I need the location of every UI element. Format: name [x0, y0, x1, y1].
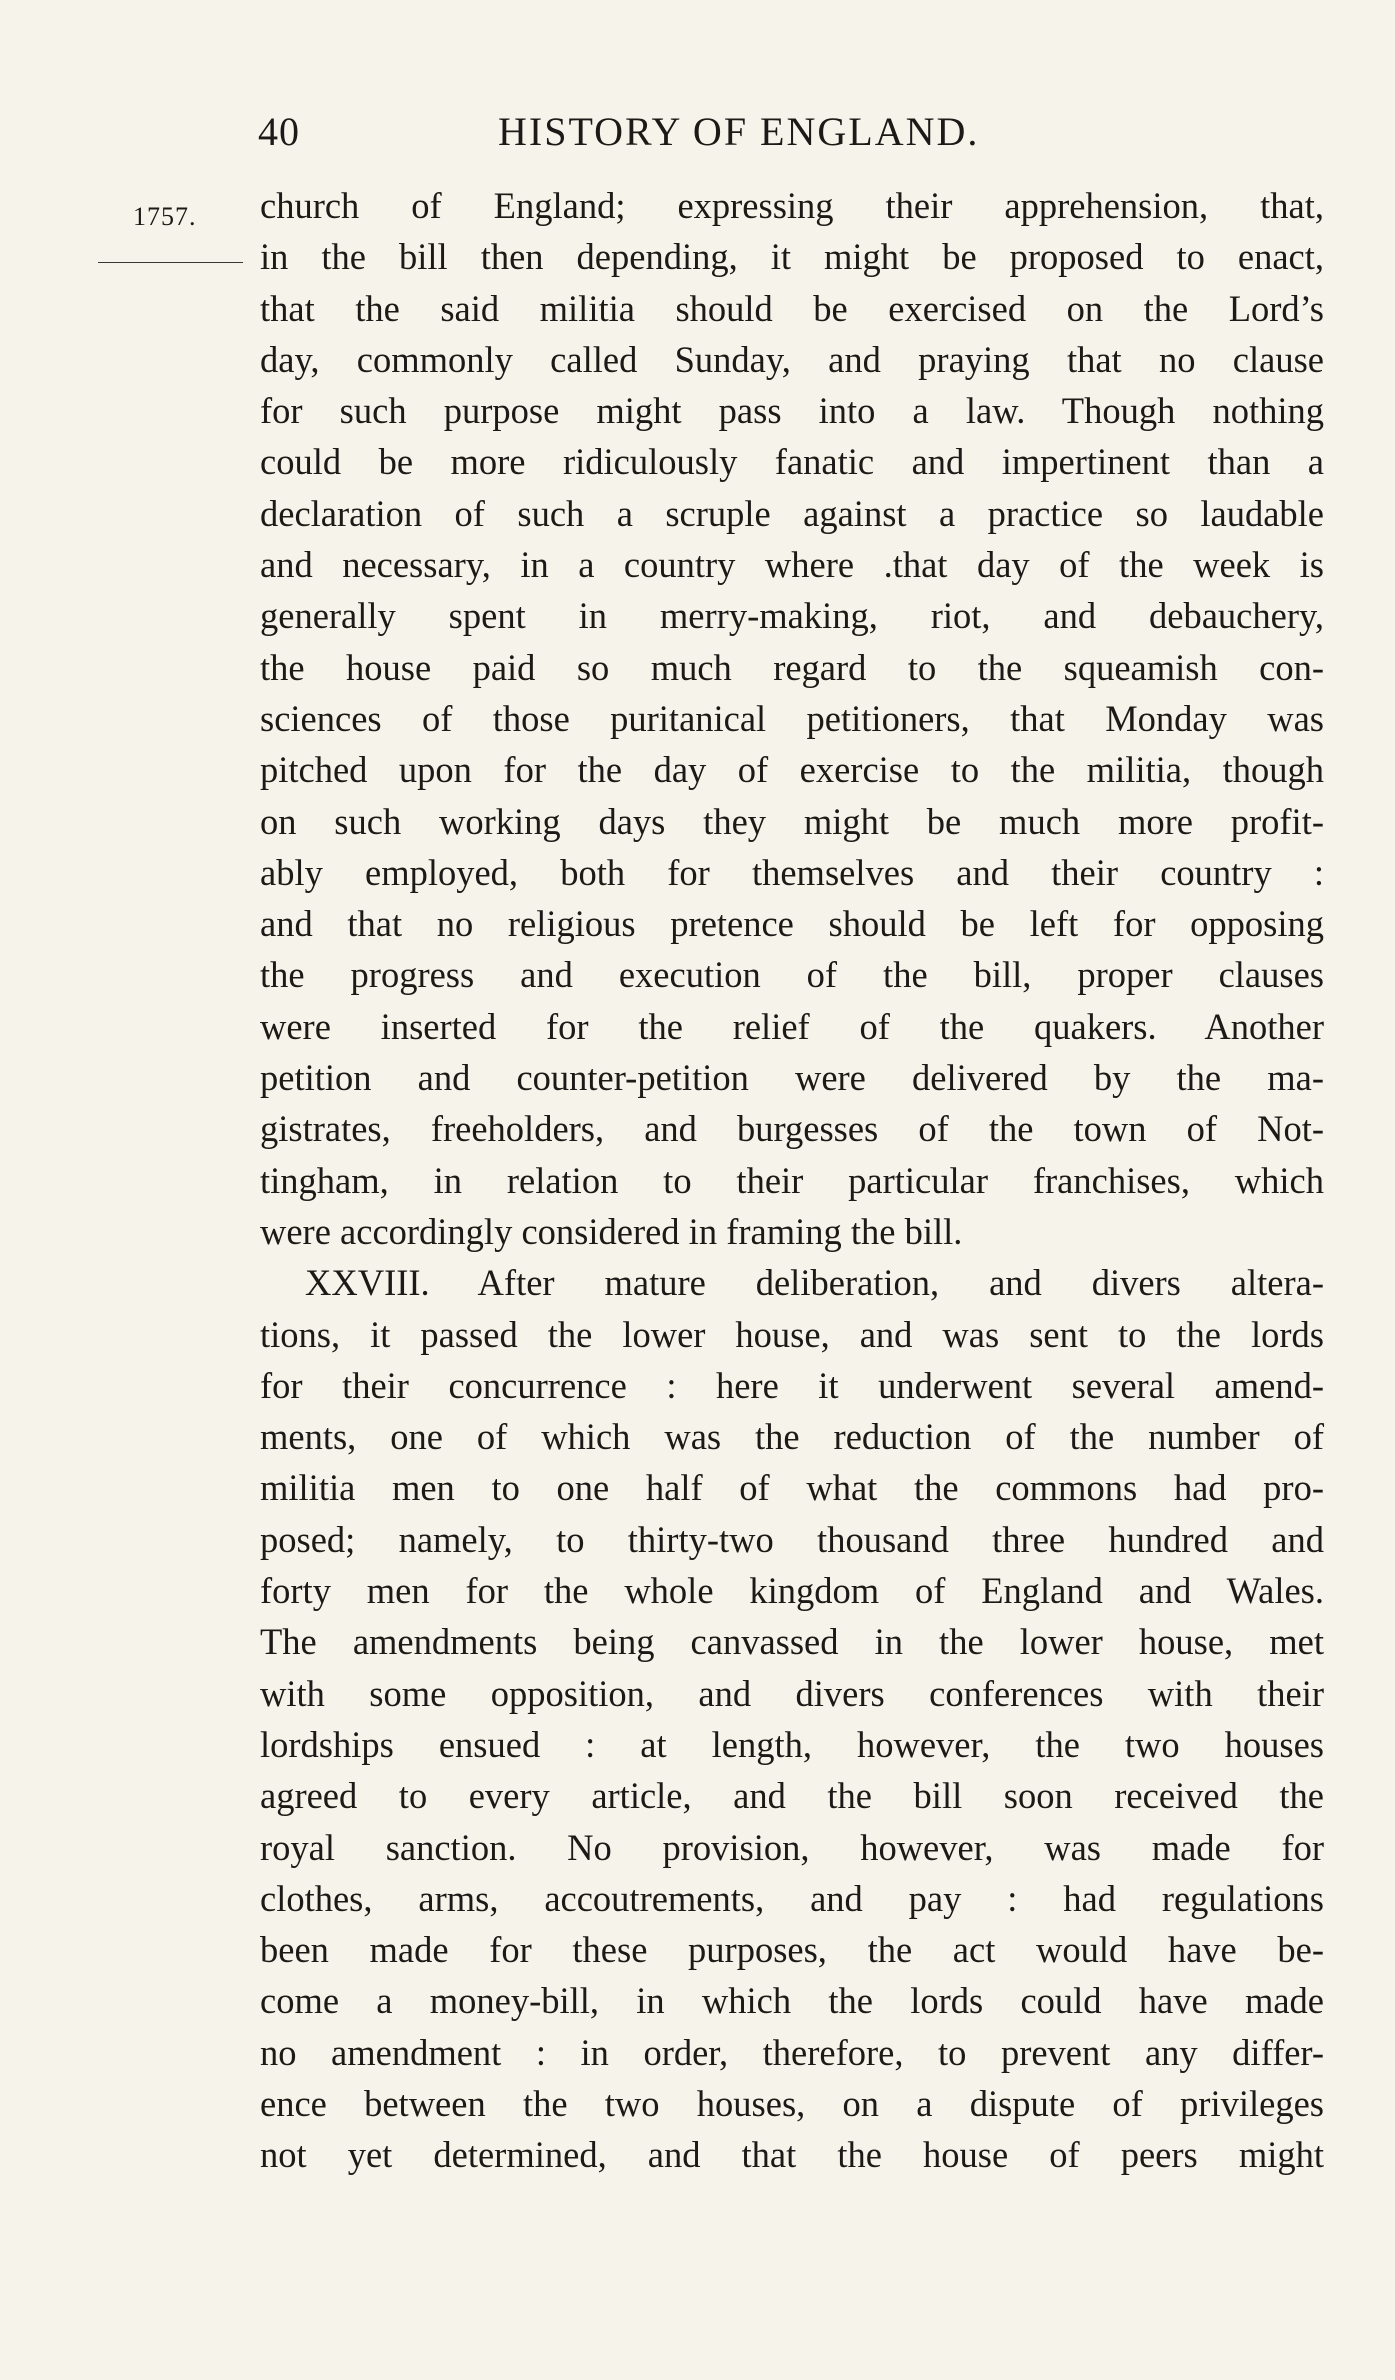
text-line: clothes, arms, accoutrements, and pay : had regulations [260, 1877, 1324, 1919]
text-line: ence between the two houses, on a dispute of privileges [260, 2082, 1324, 2124]
text-line: on such working days they might be much more profit- [260, 800, 1324, 842]
text-line: been made for these purposes, the act would have be- [260, 1929, 1324, 1971]
text-line: The amendments being canvassed in the lower house, met [260, 1621, 1324, 1663]
text-line: royal sanction. No provision, however, was made for [260, 1826, 1324, 1868]
text-line: and that no religious pretence should be left for opposing [260, 903, 1324, 945]
text-line: and necessary, in a country where .that day of the week is [260, 544, 1324, 586]
text-line: that the said militia should be exercised on the Lord’s [260, 287, 1324, 329]
text-line: ably employed, both for themselves and their country : [260, 851, 1324, 893]
text-line: petition and counter-petition were delivered by the ma- [260, 1057, 1324, 1099]
paragraph-2 [260, 1257, 1324, 2180]
text-line: church of England; expressing their apprehension, that, [260, 185, 1324, 226]
text-line: pitched upon for the day of exercise to the militia, though [260, 749, 1324, 791]
body-text [260, 180, 1324, 2181]
text-line: the progress and execution of the bill, proper clauses [260, 954, 1324, 996]
text-line: in the bill then depending, it might be proposed to enact, [260, 236, 1324, 278]
margin-year: 1757. [133, 202, 197, 231]
text-line: forty men for the whole kingdom of England and Wales. [260, 1570, 1324, 1612]
text-line: agreed to every article, and the bill soon received the [260, 1775, 1324, 1817]
margin-rule [98, 262, 243, 263]
text-line: for their concurrence : here it underwent several amend- [260, 1364, 1324, 1406]
text-line: could be more ridiculously fanatic and impertinent than a [260, 441, 1324, 483]
page-header [258, 108, 1318, 168]
text-line: no amendment : in order, therefore, to prevent any differ- [260, 2031, 1324, 2073]
page-number: 40 [258, 109, 300, 154]
text-line: were inserted for the relief of the quakers. Another [260, 1005, 1324, 1047]
text-line: declaration of such a scruple against a practice so laudable [260, 492, 1324, 534]
text-line: lordships ensued : at length, however, the two houses [260, 1723, 1324, 1765]
text-line: ments, one of which was the reduction of the number of [260, 1416, 1324, 1458]
text-line: XXVIII. After mature deliberation, and divers altera- [305, 1262, 1324, 1304]
running-title: HISTORY OF ENGLAND. [498, 109, 980, 154]
text-line: day, commonly called Sunday, and praying that no clause [260, 338, 1324, 380]
text-line: militia men to one half of what the commons had pro- [260, 1467, 1324, 1509]
text-line: were accordingly considered in framing the bill. [260, 1210, 963, 1252]
text-line: the house paid so much regard to the squeamish con- [260, 646, 1324, 688]
paragraph-1 [260, 180, 1324, 1257]
text-line: not yet determined, and that the house of peers might [260, 2134, 1324, 2176]
text-line: for such purpose might pass into a law. Though nothing [260, 390, 1324, 432]
text-line: generally spent in merry-making, riot, and debauchery, [260, 595, 1324, 637]
text-line: gistrates, freeholders, and burgesses of the town of Not- [260, 1108, 1324, 1150]
text-line: sciences of those puritanical petitioners, that Monday was [260, 697, 1324, 739]
text-line: come a money-bill, in which the lords could have made [260, 1980, 1324, 2022]
text-line: with some opposition, and divers conferences with their [260, 1672, 1324, 1714]
text-line: tions, it passed the lower house, and was sent to the lords [260, 1313, 1324, 1355]
text-line: posed; namely, to thirty-two thousand three hundred and [260, 1518, 1324, 1560]
text-line: tingham, in relation to their particular franchises, which [260, 1159, 1324, 1201]
